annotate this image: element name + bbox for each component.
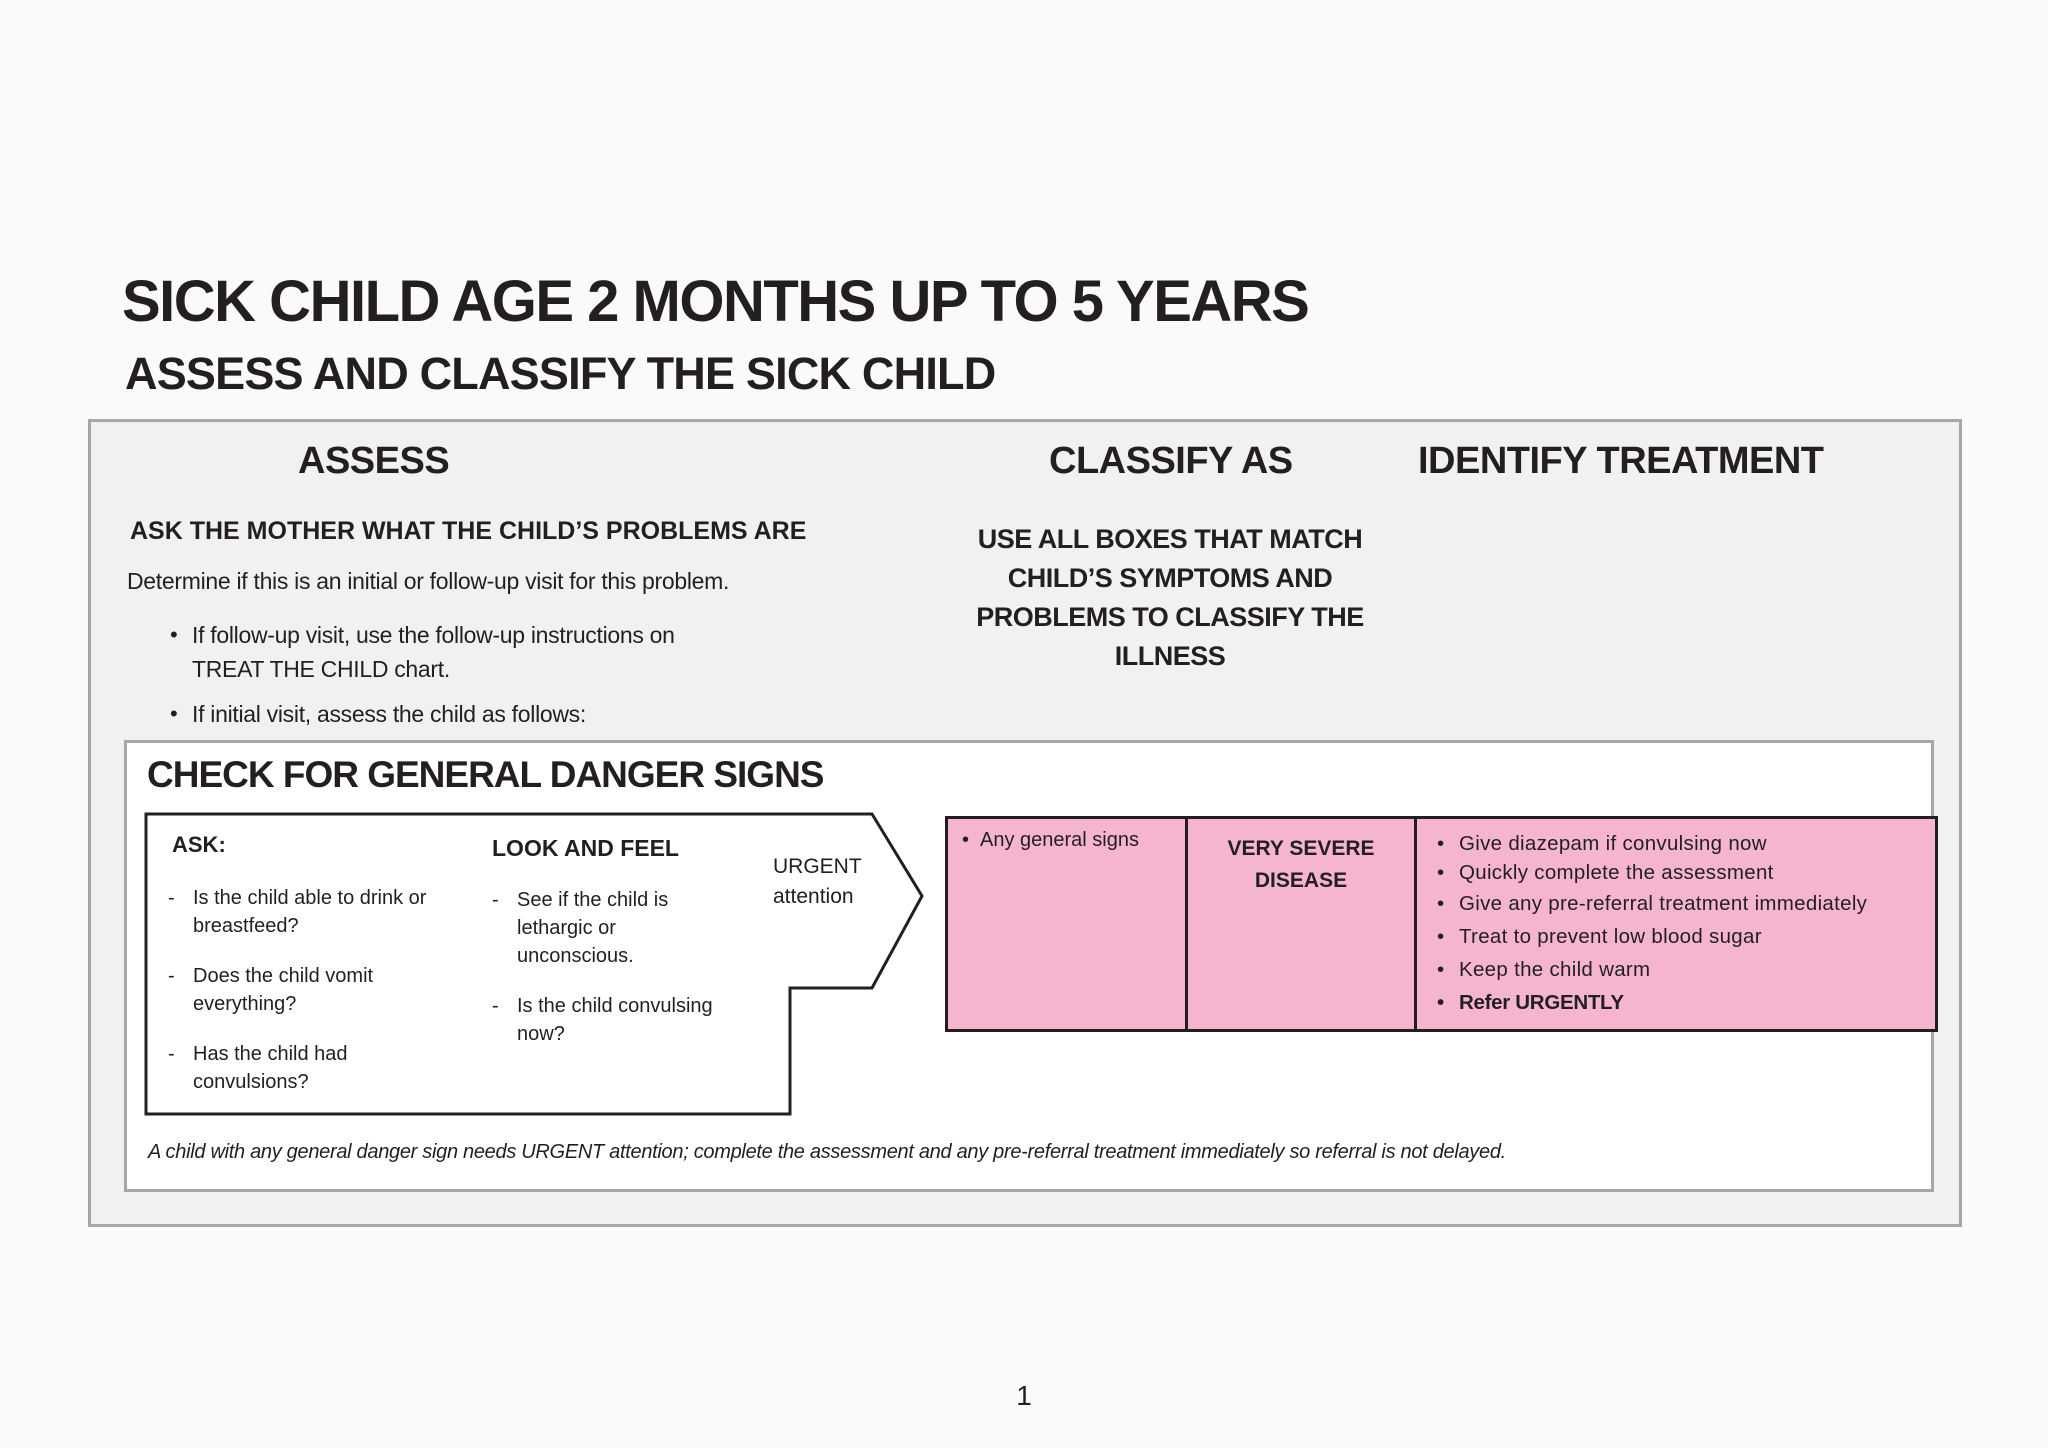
dash-icon: - bbox=[492, 889, 499, 911]
column-heading-assess: ASSESS bbox=[298, 440, 450, 482]
bullet-icon: • bbox=[1437, 991, 1444, 1014]
treatment-list bbox=[1437, 829, 1935, 1019]
page-number: 1 bbox=[1016, 1380, 1032, 1411]
page-subtitle: ASSESS AND CLASSIFY THE SICK CHILD bbox=[125, 348, 996, 399]
question-text: Is the child able to drink or breastfeed? bbox=[193, 887, 427, 937]
list-item bbox=[168, 697, 752, 731]
dash-icon: - bbox=[168, 887, 175, 909]
list-item bbox=[168, 618, 752, 686]
look-and-feel-label: LOOK AND FEEL bbox=[492, 835, 679, 861]
treatment-text: Treat to prevent low blood sugar bbox=[1459, 925, 1762, 948]
dash-icon: - bbox=[492, 995, 499, 1017]
list-item bbox=[492, 992, 732, 1048]
ask-label: ASK: bbox=[172, 832, 226, 857]
bullet-icon: • bbox=[1437, 925, 1445, 948]
treatment-text: Give diazepam if convulsing now bbox=[1459, 832, 1767, 855]
treatment-text: Keep the child warm bbox=[1459, 958, 1651, 981]
list-item bbox=[168, 884, 468, 940]
treatment-cell bbox=[1416, 818, 1937, 1031]
classification-table bbox=[945, 816, 1938, 1032]
bullet-icon: • bbox=[170, 622, 178, 647]
list-item bbox=[1437, 920, 1935, 953]
signs-cell bbox=[947, 818, 1187, 1031]
observation-text: See if the child is lethargic or unconscious. bbox=[517, 889, 669, 967]
list-item bbox=[1437, 829, 1935, 858]
table-row bbox=[947, 818, 1937, 1031]
list-item bbox=[962, 829, 1185, 852]
observation-text: Is the child convulsing now? bbox=[517, 995, 713, 1045]
look-and-feel-list bbox=[492, 886, 732, 1070]
list-item bbox=[1437, 986, 1935, 1019]
list-item bbox=[168, 1040, 468, 1096]
column-heading-treatment: IDENTIFY TREATMENT bbox=[1418, 440, 1824, 482]
treatment-text: Quickly complete the assessment bbox=[1459, 861, 1774, 884]
list-item bbox=[1437, 858, 1935, 887]
urgent-attention-label: URGENT attention bbox=[773, 855, 862, 908]
page-title: SICK CHILD AGE 2 MONTHS UP TO 5 YEARS bbox=[122, 269, 1309, 334]
list-item-text: If initial visit, assess the child as follows: bbox=[192, 701, 586, 727]
treatment-text-refer: Refer URGENTLY bbox=[1459, 991, 1624, 1014]
sign-text: Any general signs bbox=[980, 829, 1139, 851]
danger-signs-heading: CHECK FOR GENERAL DANGER SIGNS bbox=[147, 754, 824, 795]
bullet-icon: • bbox=[1437, 892, 1445, 915]
list-item bbox=[492, 886, 732, 970]
determine-visit-text: Determine if this is an initial or follow-up visit for this problem. bbox=[127, 568, 730, 594]
dash-icon: - bbox=[168, 1043, 175, 1065]
column-heading-classify: CLASSIFY AS bbox=[1049, 440, 1293, 482]
classification-label: VERY SEVERE DISEASE bbox=[1227, 837, 1375, 892]
bullet-icon: • bbox=[1437, 832, 1445, 855]
bullet-icon: • bbox=[1437, 861, 1445, 884]
classification-cell bbox=[1187, 818, 1416, 1031]
list-item bbox=[1437, 953, 1935, 986]
bullet-icon: • bbox=[962, 829, 970, 851]
list-item bbox=[1437, 887, 1935, 920]
bullet-icon: • bbox=[170, 701, 178, 726]
bullet-icon: • bbox=[1437, 958, 1445, 981]
classify-instruction: USE ALL BOXES THAT MATCH CHILD’S SYMPTOMS AND PROBLEMS TO CLASSIFY THE ILLNESS bbox=[976, 524, 1364, 671]
visit-type-list bbox=[168, 618, 752, 742]
signs-list bbox=[962, 829, 1185, 852]
list-item bbox=[168, 962, 468, 1018]
treatment-text: Give any pre-referral treatment immediately bbox=[1459, 892, 1868, 915]
ask-questions-list bbox=[168, 884, 468, 1118]
danger-sign-footnote: A child with any general danger sign needs URGENT attention; complete the assessment and any pre-referral treatment immediately so referral is not delayed. bbox=[148, 1141, 1506, 1163]
dash-icon: - bbox=[168, 965, 175, 987]
question-text: Does the child vomit everything? bbox=[193, 965, 374, 1015]
question-text: Has the child had convulsions? bbox=[193, 1043, 348, 1093]
ask-mother-heading: ASK THE MOTHER WHAT THE CHILD’S PROBLEMS ARE bbox=[130, 517, 807, 545]
list-item-text: If follow-up visit, use the follow-up instructions on TREAT THE CHILD chart. bbox=[192, 622, 675, 682]
